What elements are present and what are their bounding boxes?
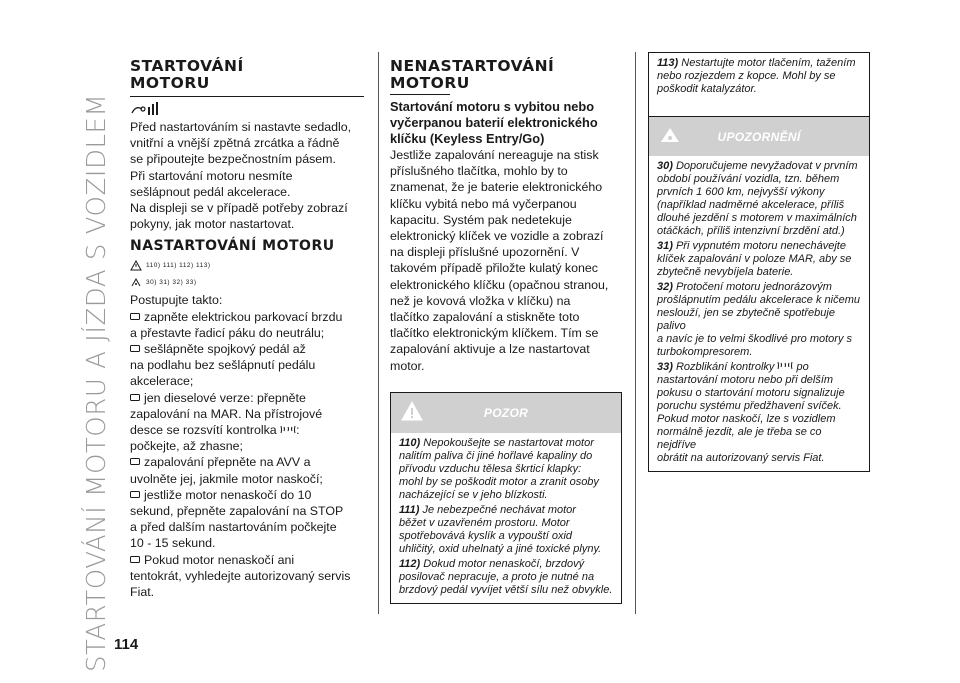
text-line: tlačítko zapalování a stiskněte toto xyxy=(390,310,580,325)
text-line: kapacitu. Systém pak nedetekuje xyxy=(390,212,572,227)
text-line: příslušného tlačítka, mohlo by to xyxy=(390,164,568,179)
text-line: Fiat. xyxy=(130,585,155,600)
reference-row xyxy=(130,257,364,273)
text-line: prvních 1 600 km, nejvyšší výkony xyxy=(657,186,825,198)
note-number: 113) xyxy=(657,57,679,69)
note-number: 32) xyxy=(657,281,673,293)
column-divider xyxy=(635,52,636,614)
checkbox-bullet-icon xyxy=(130,345,140,352)
text-line: tentokrát, vyhledejte autorizovaný servis xyxy=(130,568,351,583)
text-line: spotřebovává kyslík a vypouští oxid xyxy=(399,529,573,542)
reference-numbers: 30) 31) 32) 33) xyxy=(146,278,197,286)
text-line: Jestliže zapalování nereaguje na stisk xyxy=(390,148,599,162)
text-line: nebo rozjezdem z kopce. Mohl by se xyxy=(657,70,836,82)
text-line: Pokud motor naskočí, lze s vozidlem xyxy=(657,413,836,425)
warning-box-header xyxy=(391,393,621,433)
text-line: pokyny, jak motor nastartovat. xyxy=(130,217,295,232)
text-line: než je kovová vložka v klíčku) na xyxy=(390,293,571,308)
title-rule xyxy=(390,94,450,95)
text-line: a před dalším nastartováním počkejte xyxy=(130,520,337,535)
text-line: (například nadměrné akcelerace, příliš xyxy=(657,199,845,211)
note-number: 31) xyxy=(657,240,673,252)
text-line: 10 - 15 sekund. xyxy=(130,536,216,551)
text-line: klíčku vybitá nebo má vyčerpanou xyxy=(390,196,577,211)
text-span: Nestartujte motor tlačením, tažením xyxy=(681,57,856,69)
spacer xyxy=(649,102,869,116)
checkbox-bullet-icon xyxy=(130,313,140,320)
note-number: 30) xyxy=(657,160,673,172)
text-line xyxy=(130,422,364,438)
note-item xyxy=(657,361,861,465)
caution-icon xyxy=(659,125,681,145)
text-line: tlačítko elektronickým klíčkem. Tím se xyxy=(390,326,599,341)
text-span: Protočení motoru jednorázovým xyxy=(675,281,832,293)
text-line: znamenat, že je baterie elektronického xyxy=(390,180,603,195)
text-line: se připoutejte bezpečnostním pásem. xyxy=(130,152,336,167)
text-line: na displeji příslušné upozornění. V xyxy=(390,245,580,260)
text-span: Dokud motor nenaskočí, brzdový xyxy=(423,557,585,570)
note-item xyxy=(657,160,861,238)
text-line: turbokompresorem. xyxy=(657,346,753,358)
note-number: 33) xyxy=(657,361,673,373)
title-rule xyxy=(130,96,364,97)
glow-plug-warning-icon xyxy=(280,425,296,434)
list-item xyxy=(130,552,364,568)
notes-box xyxy=(648,52,870,472)
list-item xyxy=(130,454,364,470)
section-title: MOTORU xyxy=(390,74,470,92)
text-line: motor. xyxy=(390,358,425,373)
text-line: nacházející se v jeho blízkosti. xyxy=(399,488,548,501)
note-number: 111) xyxy=(399,503,420,516)
note-number: 112) xyxy=(399,557,421,570)
text-line: na podlahu bez sešlápnutí pedálu xyxy=(130,358,316,373)
caution-icon xyxy=(130,277,142,288)
text-line: a přestavte řadicí páku do neutrálu; xyxy=(130,325,325,340)
text-line: vnitřní a vnější zpětná zrcátka a řádně xyxy=(130,136,340,151)
list-item xyxy=(130,487,364,503)
text-line: zapalování aktivuje a lze nastartovat xyxy=(390,342,590,357)
page-number: 114 xyxy=(114,636,139,653)
text-line: takovém případě přiložte kulatý konec xyxy=(390,261,598,276)
key-and-gauge-icon xyxy=(130,101,162,117)
text-line: sekund, přepněte zapalování na STOP xyxy=(130,504,344,519)
checkbox-bullet-icon xyxy=(130,394,140,401)
caution-box-title: UPOZORNĚNÍ xyxy=(717,129,801,144)
note-item xyxy=(399,558,613,597)
text-line: a navíc je to velmi škodlivé pro motory s xyxy=(657,333,853,345)
text-line: elektronického klíčku (opačnou stranou, xyxy=(390,277,609,292)
text-line: přívodu vzduchu tělesa škrticí klapky: xyxy=(399,462,582,475)
text-span: desce se rozsvítí kontrolka xyxy=(130,423,277,438)
instruction-lead: Postupujte takto: xyxy=(130,293,223,308)
text-span: Je nebezpečné nechávat motor xyxy=(422,503,576,516)
reference-icons xyxy=(130,101,364,119)
note-item xyxy=(657,57,861,96)
step-list xyxy=(130,309,364,601)
reference-numbers: 110) 111) 112) 113) xyxy=(146,261,211,269)
text-span: : xyxy=(296,423,300,438)
intro-paragraph xyxy=(130,119,364,232)
subsection-title: Startování motoru s vybitou nebo xyxy=(390,99,595,114)
note-item xyxy=(399,504,613,556)
text-line: normálně jezdit, ale je třeba se co nejdříve xyxy=(657,426,822,451)
column-2 xyxy=(390,58,622,604)
text-line: mohl by se poškodit motor a zranit osoby xyxy=(399,475,599,488)
list-item xyxy=(130,309,364,325)
text-line: jestliže motor nenaskočí do 10 xyxy=(144,487,312,502)
text-line: poškodit katalyzátor. xyxy=(657,83,757,95)
section-title: NENASTARTOVÁNÍ xyxy=(390,57,555,75)
text-line: akcelerace; xyxy=(130,374,194,389)
chapter-side-title: STARTOVÁNÍ MOTORU A JÍZDA S VOZIDLEM xyxy=(82,93,112,672)
text-line: neslouží, jen se zbytečně spotřebuje palivo xyxy=(657,307,835,332)
note-item xyxy=(657,240,861,279)
caution-box-header xyxy=(649,116,869,156)
text-line: brzdový pedál vyvíjet větší sílu než obvykle. xyxy=(399,583,613,596)
text-span: Při vypnutém motoru nenechávejte xyxy=(675,240,846,252)
text-line: obrátit na autorizovaný servis Fiat. xyxy=(657,452,825,464)
glow-plug-warning-icon xyxy=(777,361,793,370)
text-line: elektronický klíček ve vozidle a zobrazí xyxy=(390,229,604,244)
note-item xyxy=(657,281,861,359)
checkbox-bullet-icon xyxy=(130,556,140,563)
text-line: běžet v uzavřeném prostoru. Motor xyxy=(399,516,570,529)
column-3 xyxy=(648,52,870,472)
warning-box-body xyxy=(391,433,621,603)
caution-box-body xyxy=(649,156,869,471)
text-line: Na displeji se v případě potřeby zobrazí xyxy=(130,201,348,216)
list-item xyxy=(130,390,364,406)
text-line: jen dieselové verze: přepněte xyxy=(144,390,306,405)
checkbox-bullet-icon xyxy=(130,458,140,465)
text-line: nalitím paliva či jiné hořlavé kapaliny do xyxy=(399,449,593,462)
warning-box xyxy=(390,392,622,604)
checkbox-bullet-icon xyxy=(130,491,140,498)
text-line: posilovač nepracuje, a proto je nutné na xyxy=(399,570,595,583)
list-item xyxy=(130,341,364,357)
reference-row xyxy=(130,274,364,290)
subsection-title: vyčerpanou baterií elektronického xyxy=(390,115,598,130)
text-span: Doporučujeme nevyžadovat v prvním xyxy=(675,160,858,172)
continued-note xyxy=(649,53,869,102)
text-line: zapalování přepněte na AVV a xyxy=(144,455,311,470)
note-item xyxy=(399,437,613,502)
text-span: po xyxy=(796,361,809,373)
text-line: období používání vozidla, tzn. během xyxy=(657,173,840,185)
text-line: sešlápněte spojkový pedál až xyxy=(144,342,306,357)
text-line: prošlápnutím pedálu akcelerace k ničemu xyxy=(657,294,861,306)
text-line: Před nastartováním si nastavte sedadlo, xyxy=(130,120,352,134)
text-line: klíček zapalování v poloze MAR, aby se xyxy=(657,253,852,265)
text-line: pokusu o startování motoru signalizuje xyxy=(657,387,845,399)
column-1 xyxy=(130,58,364,600)
text-line: zapněte elektrickou parkovací brzdu xyxy=(144,309,343,324)
text-line: Při startování motoru nesmíte xyxy=(130,168,293,183)
text-line: otáčkách, příliš intenzivní brzdění atd.) xyxy=(657,225,845,237)
subsection-title: klíčku (Keyless Entry/Go) xyxy=(390,131,545,146)
text-line: dlouhé jezdění s motorem v maximálních xyxy=(657,212,857,224)
text-span: Nepokoušejte se nastartovat motor xyxy=(423,436,594,449)
text-line: uvolněte jej, jakmile motor naskočí; xyxy=(130,471,323,486)
text-line: uhličitý, oxid uhelnatý a jiné toxické plyny. xyxy=(399,542,602,555)
section-title: STARTOVÁNÍ MOTORU xyxy=(130,57,244,92)
text-span: Rozblikání kontrolky xyxy=(675,361,775,373)
warning-box-title: POZOR xyxy=(483,405,529,420)
text-line: poruchu systému předžhavení svíček. xyxy=(657,400,842,412)
text-line: Pokud motor nenaskočí ani xyxy=(144,552,295,567)
warning-triangle-icon xyxy=(401,401,423,421)
text-line: počkejte, až zhasne; xyxy=(130,439,243,454)
text-line: zbytečně nevybíjela baterie. xyxy=(657,266,794,278)
warning-triangle-icon xyxy=(130,260,142,271)
note-number: 110) xyxy=(399,436,421,449)
text-line: sešlápnout pedál akcelerace. xyxy=(130,184,291,199)
body-paragraph xyxy=(390,147,622,374)
text-line: nastartování motoru nebo při delším xyxy=(657,374,834,386)
column-divider xyxy=(378,52,379,614)
text-line: zapalování na MAR. Na přístrojové xyxy=(130,406,323,421)
subsection-title: NASTARTOVÁNÍ MOTORU xyxy=(130,238,335,255)
